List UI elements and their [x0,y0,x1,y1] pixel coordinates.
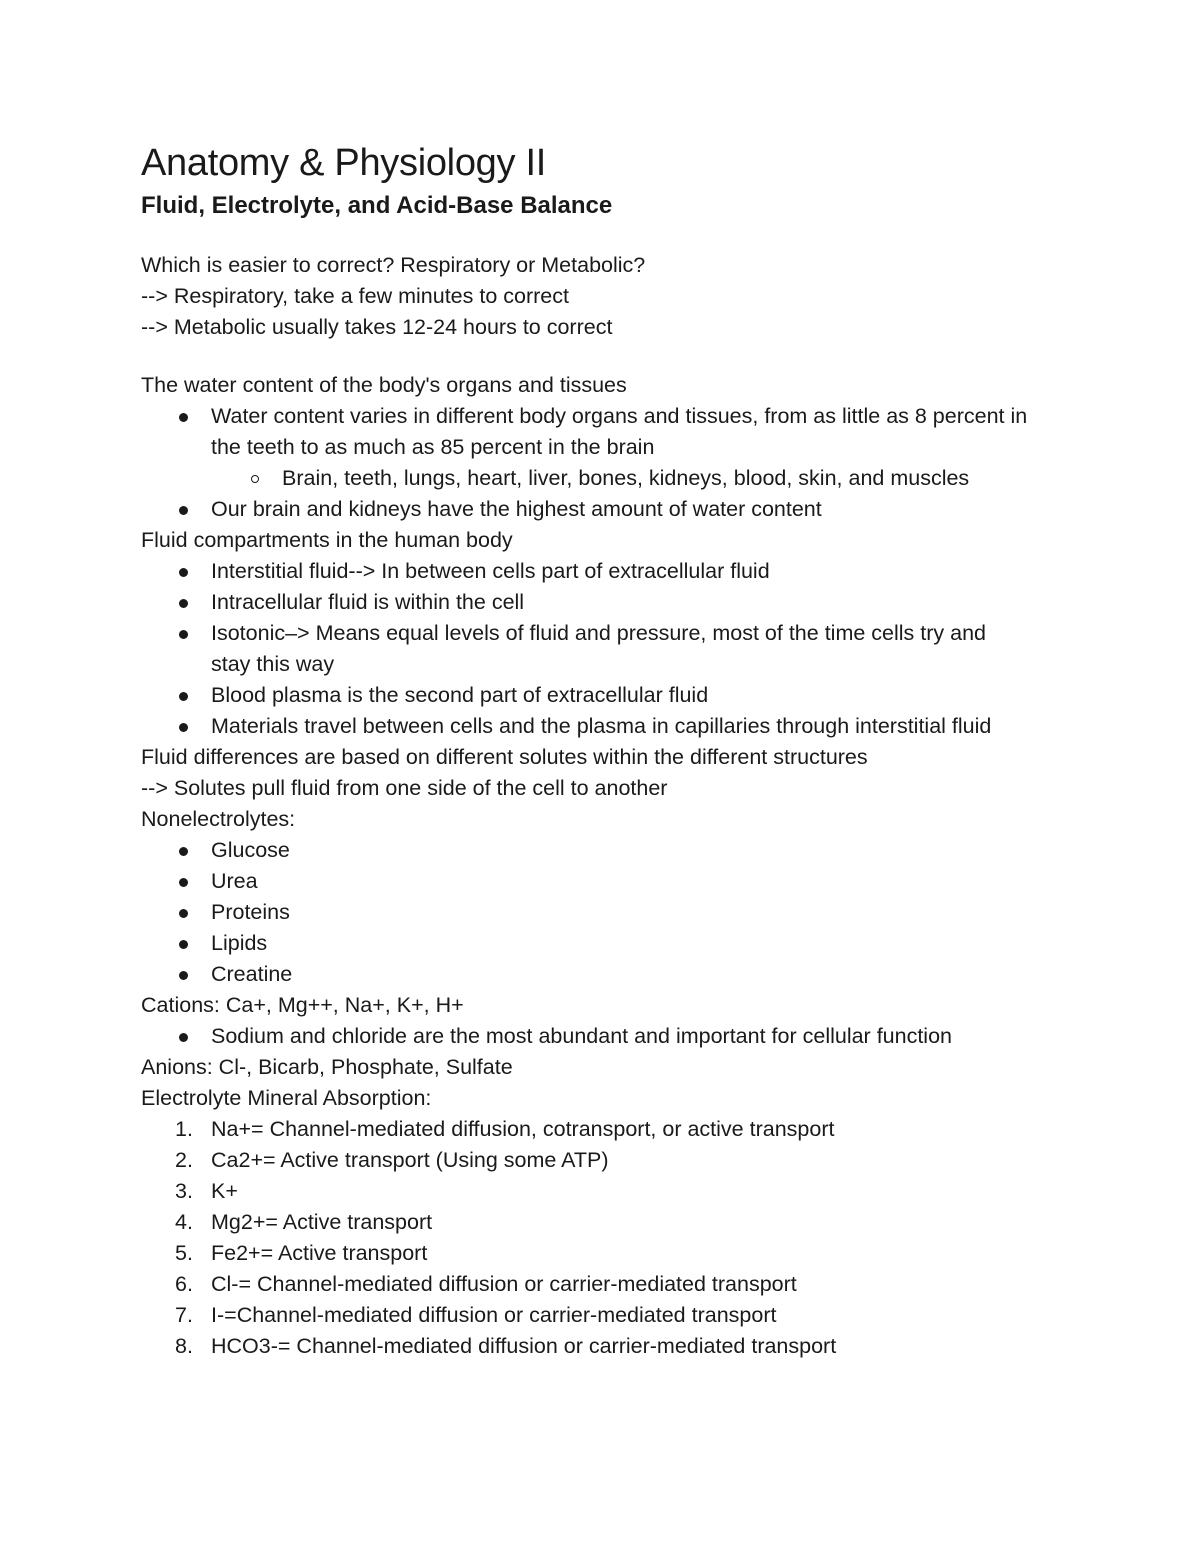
numbered-item [141,1238,1101,1269]
item-text: Ca2+= Active transport (Using some ATP) [211,1148,609,1172]
numbered-item [141,1331,1101,1362]
nonelectrolytes-list [141,835,1101,990]
absorption-list [141,1114,1101,1362]
list-item-text: Interstitial fluid--> In between cells part of extracellular fluid [211,559,770,583]
intro-answer-respiratory: --> Respiratory, take a few minutes to correct [141,284,569,308]
item-number: 8. [175,1334,193,1358]
item-number: 7. [175,1303,193,1327]
item-text: K+ [211,1179,238,1203]
document-subtitle: Fluid, Electrolyte, and Acid-Base Balance [141,192,613,219]
list-item-text: Water content varies in different body organs and tissues, from as little as 8 percent in the teeth to as much as 85 percent in the brain [211,404,1028,459]
sub-list-item-text: Brain, teeth, lungs, heart, liver, bones, kidneys, blood, skin, and muscles [282,466,970,490]
item-text: Mg2+= Active transport [211,1210,433,1234]
compartments-heading: Fluid compartments in the human body [141,528,513,552]
bullet-icon [179,506,188,515]
list-item-text: Glucose [211,838,290,862]
absorption-heading: Electrolyte Mineral Absorption: [141,1086,432,1110]
spacer [141,343,1101,370]
list-item [141,494,1031,525]
water-list [141,401,1101,525]
bullet-icon [179,692,188,701]
bullet-icon [179,940,188,949]
list-item [141,401,1031,463]
item-number: 3. [175,1179,193,1203]
bullet-icon [179,847,188,856]
anions-heading: Anions: Cl-, Bicarb, Phosphate, Sulfate [141,1055,513,1079]
numbered-item [141,1207,1101,1238]
list-item [141,835,1031,866]
item-number: 2. [175,1148,193,1172]
cations-heading: Cations: Ca+, Mg++, Na+, K+, H+ [141,993,464,1017]
item-number: 1. [175,1117,193,1141]
bullet-icon [179,1033,188,1042]
item-text: I-=Channel-mediated diffusion or carrier-mediated transport [211,1303,777,1327]
item-number: 5. [175,1241,193,1265]
differences-line: Fluid differences are based on different solutes within the different structures [141,745,868,769]
list-item-text: Urea [211,869,258,893]
list-item-text: Our brain and kidneys have the highest amount of water content [211,497,822,521]
numbered-item [141,1176,1101,1207]
bullet-icon [179,971,188,980]
intro-answer-metabolic: --> Metabolic usually takes 12-24 hours to correct [141,315,613,339]
list-item-text: Proteins [211,900,290,924]
bullet-icon [179,878,188,887]
bullet-icon [179,723,188,732]
list-item [141,1021,1031,1052]
list-item [141,680,1031,711]
numbered-item [141,1145,1101,1176]
item-text: Na+= Channel-mediated diffusion, cotransport, or active transport [211,1117,835,1141]
list-item-text: Lipids [211,931,268,955]
list-item [141,866,1031,897]
document-page [141,138,1101,1362]
item-number: 6. [175,1272,193,1296]
list-item-text: Blood plasma is the second part of extracellular fluid [211,683,709,707]
list-item-text: Intracellular fluid is within the cell [211,590,525,614]
list-item [141,897,1031,928]
bullet-icon [179,630,188,639]
item-text: Cl-= Channel-mediated diffusion or carrier-mediated transport [211,1272,797,1296]
list-item-text: Isotonic–> Means equal levels of fluid and pressure, most of the time cells try and stay this way [211,621,986,676]
compartments-list [141,556,1101,742]
bullet-icon [179,909,188,918]
list-item-text: Sodium and chloride are the most abundant and important for cellular function [211,1024,952,1048]
list-item [141,587,1031,618]
hollow-bullet-icon [251,475,259,483]
list-item [141,711,1031,742]
list-item [141,959,1031,990]
sub-list-item [141,463,1101,494]
list-item-text: Creatine [211,962,293,986]
cations-list [141,1021,1101,1052]
numbered-item [141,1300,1101,1331]
numbered-item [141,1269,1101,1300]
list-item [141,928,1031,959]
list-item-text: Materials travel between cells and the plasma in capillaries through interstitial fluid [211,714,992,738]
list-item [141,556,1031,587]
nonelectrolytes-heading: Nonelectrolytes: [141,807,296,831]
differences-arrow-line: --> Solutes pull fluid from one side of the cell to another [141,776,668,800]
bullet-icon [179,568,188,577]
document-title: Anatomy & Physiology II [141,142,546,184]
numbered-item [141,1114,1101,1145]
bullet-icon [179,599,188,608]
item-text: Fe2+= Active transport [211,1241,428,1265]
list-item [141,618,1031,680]
water-heading: The water content of the body's organs and tissues [141,373,627,397]
bullet-icon [179,413,188,422]
item-text: HCO3-= Channel-mediated diffusion or carrier-mediated transport [211,1334,837,1358]
item-number: 4. [175,1210,193,1234]
intro-question: Which is easier to correct? Respiratory or Metabolic? [141,253,646,277]
